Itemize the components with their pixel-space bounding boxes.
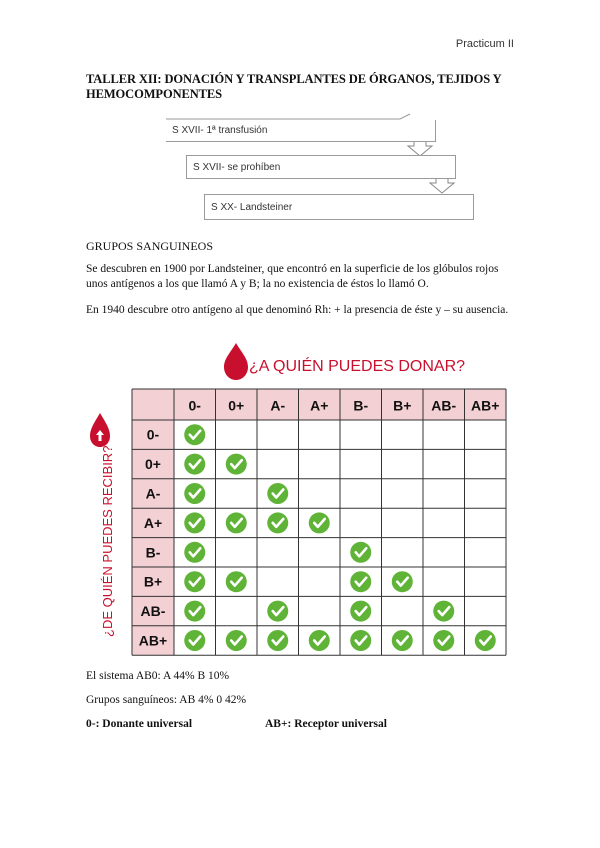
check-icon (350, 542, 371, 563)
check-icon (433, 601, 454, 622)
check-icon (226, 630, 247, 651)
blood-compatibility-chart (84, 337, 514, 662)
column-header: B- (353, 397, 369, 414)
check-icon (350, 571, 371, 592)
check-icon (184, 571, 205, 592)
check-icon (309, 512, 330, 533)
timeline-step-3: S XX- Landsteiner (204, 194, 474, 220)
universal-donor: 0-: Donante universal (86, 718, 193, 730)
row-header: B+ (143, 573, 163, 590)
row-header: A- (145, 485, 161, 502)
check-icon (184, 542, 205, 563)
chart-ylabel: ¿DE QUIÉN PUEDES RECIBIR? (100, 445, 115, 637)
timeline-step-2: S XVII- se prohíben (186, 155, 456, 179)
check-icon (475, 630, 496, 651)
check-icon (184, 483, 205, 504)
check-icon (433, 630, 454, 651)
check-icon (267, 483, 288, 504)
column-header: B+ (393, 397, 412, 414)
check-icon (309, 630, 330, 651)
column-header: 0+ (228, 397, 245, 414)
row-header: AB+ (138, 632, 168, 649)
universal-receptor: AB+: Receptor universal (265, 718, 387, 730)
check-icon (184, 424, 205, 445)
row-header: AB- (140, 603, 166, 620)
row-header: B- (145, 544, 161, 561)
check-icon (267, 630, 288, 651)
row-header: 0+ (145, 456, 161, 473)
check-icon (392, 630, 413, 651)
check-icon (226, 512, 247, 533)
check-icon (184, 630, 205, 651)
check-icon (226, 571, 247, 592)
column-header: A- (270, 397, 286, 414)
column-header: A+ (310, 397, 329, 414)
timeline-bracket-line (166, 114, 410, 119)
check-icon (184, 601, 205, 622)
row-header: 0- (146, 426, 160, 443)
blood-groups-line: Grupos sanguíneos: AB 4% 0 42% (86, 694, 247, 706)
check-icon (184, 512, 205, 533)
check-icon (184, 454, 205, 475)
paragraph-rh: En 1940 descubre otro antígeno al que denominó Rh: + la presencia de éste y – su ausencia. (86, 304, 509, 316)
section-heading: GRUPOS SANGUINEOS (86, 239, 214, 253)
check-icon (392, 571, 413, 592)
check-icon (226, 454, 247, 475)
blood-drop-icon (224, 343, 248, 380)
timeline-step-1: S XVII- 1ª transfusión (166, 120, 436, 142)
chart-title: ¿A QUIÉN PUEDES DONAR? (249, 358, 466, 375)
page-title: TALLER XII: DONACIÓN Y TRANSPLANTES DE ÓRGANOS, TEJIDOS Y HEMOCOMPONENTES (86, 72, 502, 101)
blood-drop-icon (90, 413, 110, 447)
row-header: A+ (143, 514, 163, 531)
check-icon (267, 601, 288, 622)
paragraph-landsteiner: Se descubren en 1900 por Landsteiner, que encontró en la superficie de los glóbulos rojos unos antígenos a los que llamó A y B; la no existencia de éstos lo llamó O. (86, 263, 499, 290)
check-icon (267, 512, 288, 533)
abo-stats-line: El sistema AB0: A 44% B 10% (86, 670, 230, 682)
running-head: Practicum II (455, 38, 514, 50)
column-header: 0- (188, 397, 201, 414)
column-header: AB- (431, 397, 457, 414)
check-icon (350, 601, 371, 622)
check-icon (350, 630, 371, 651)
timeline-diagram (160, 112, 480, 227)
column-header: AB+ (471, 397, 500, 414)
